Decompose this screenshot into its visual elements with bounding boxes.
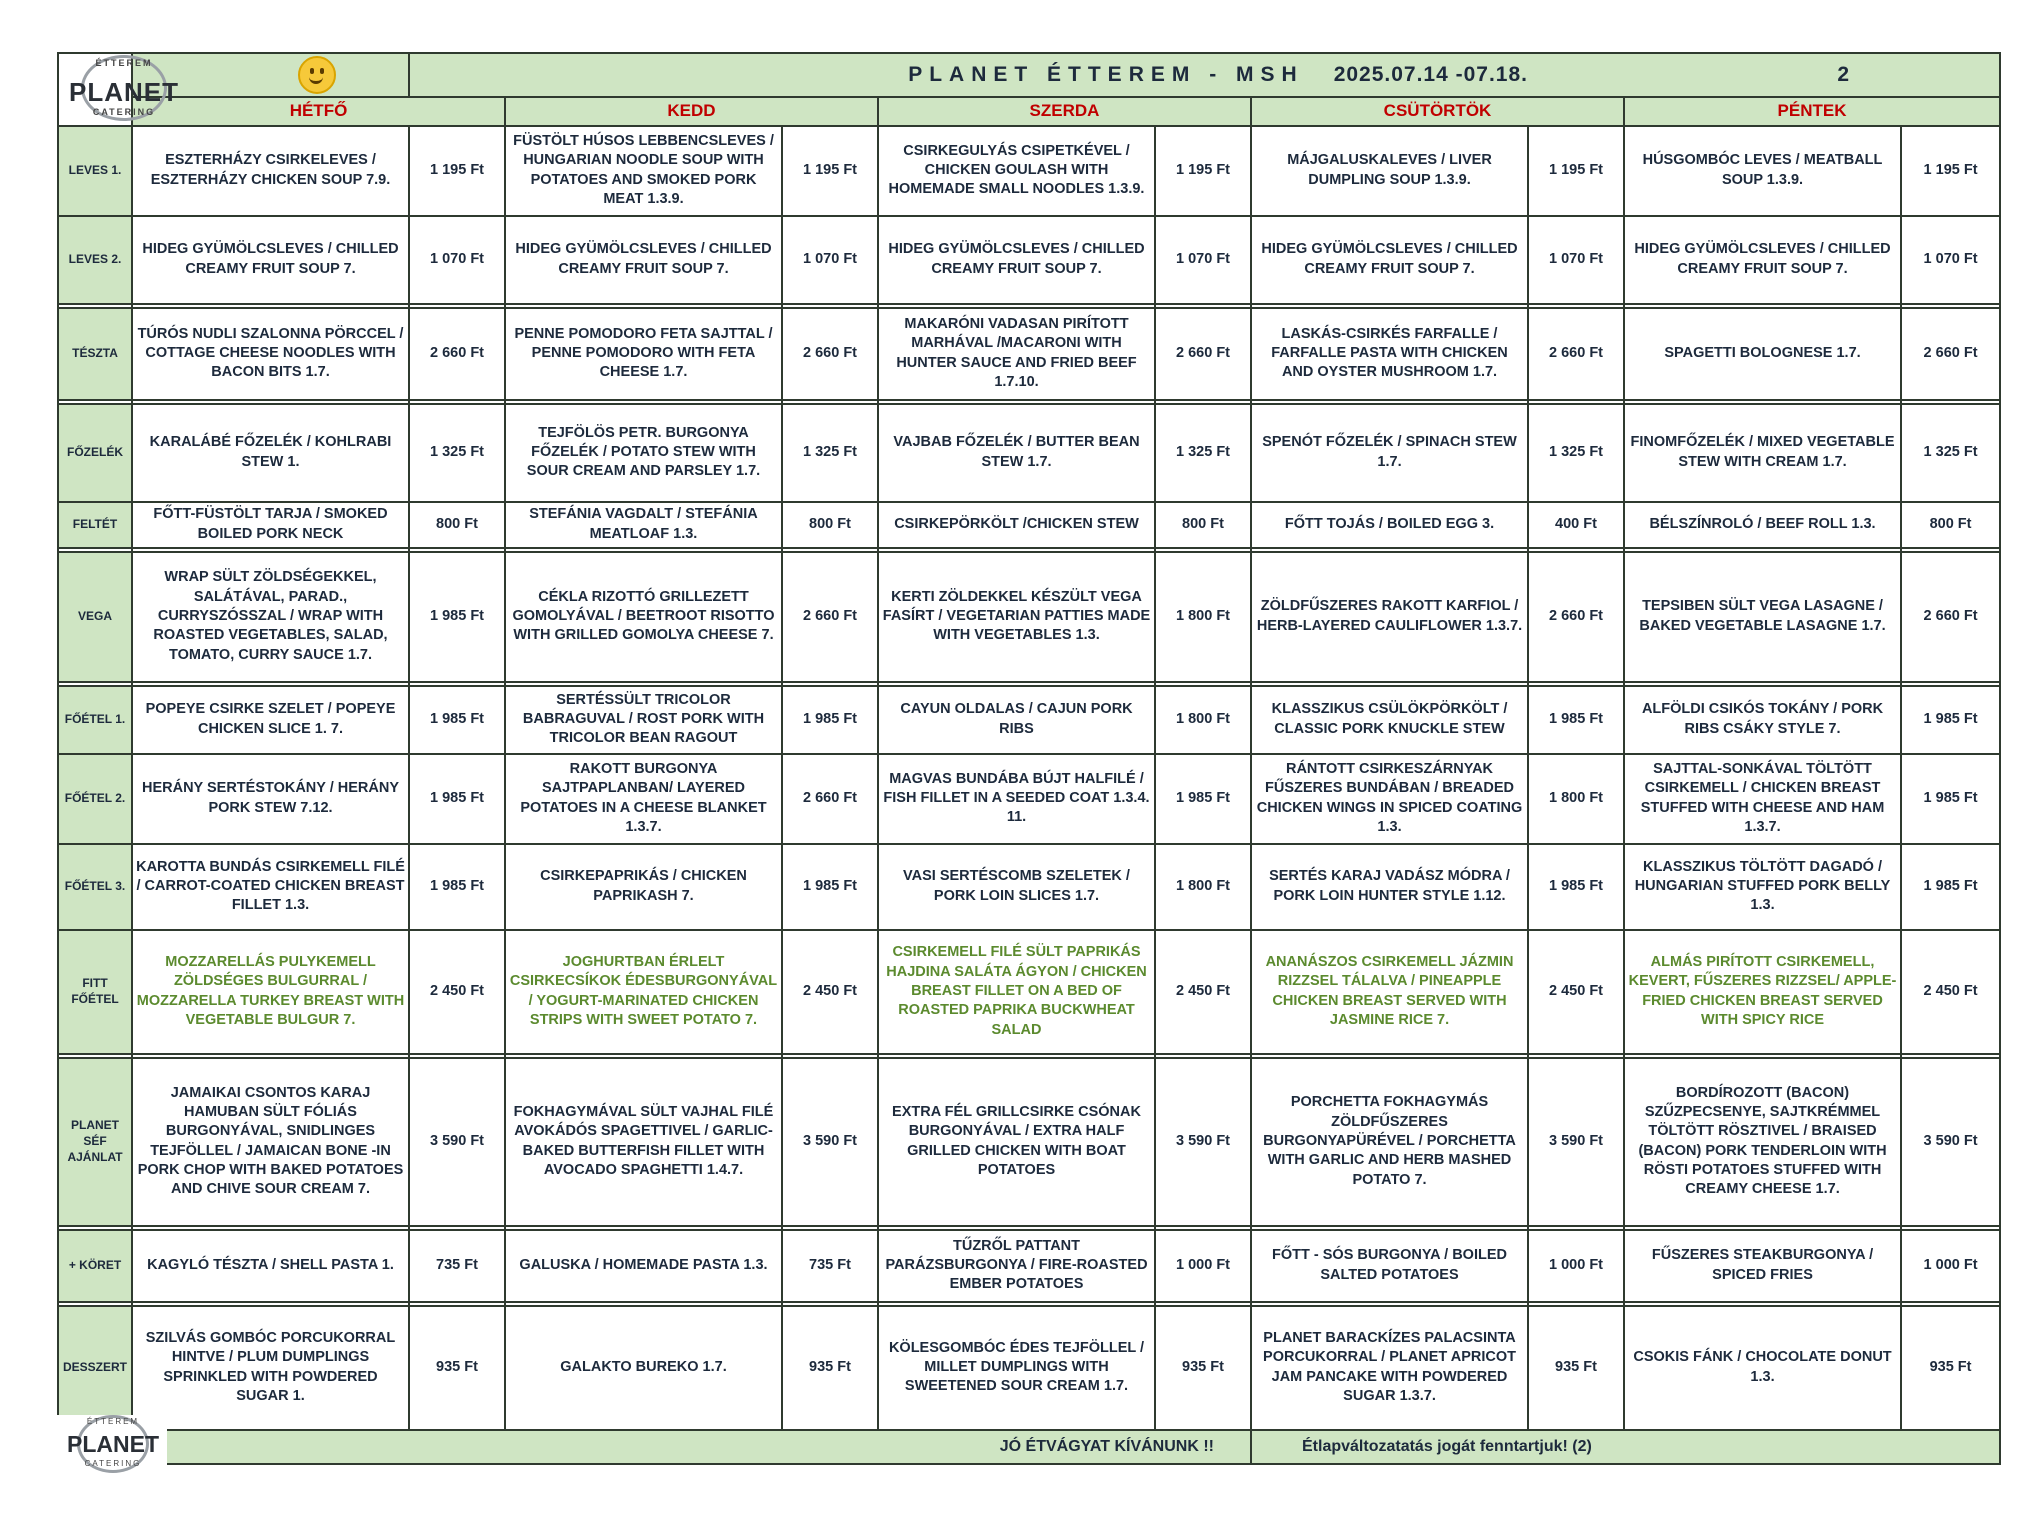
day-header-row — [58, 97, 2000, 126]
price-tuesday: 1 195 Ft — [782, 126, 878, 216]
dish-monday: FŐTT-FÜSTÖLT TARJA / SMOKED BOILED PORK NECK — [132, 502, 409, 548]
category-label: FŐÉTEL 1. — [58, 686, 132, 754]
dish-tuesday: CSIRKEPAPRIKÁS / CHICKEN PAPRIKASH 7. — [505, 844, 782, 930]
price-wednesday: 1 325 Ft — [1155, 404, 1251, 502]
price-monday: 2 450 Ft — [409, 930, 505, 1054]
day-header-monday: HÉTFŐ — [132, 97, 505, 126]
price-friday: 2 660 Ft — [1901, 308, 2000, 400]
dish-monday: KAGYLÓ TÉSZTA / SHELL PASTA 1. — [132, 1230, 409, 1302]
category-label: FELTÉT — [58, 502, 132, 548]
category-label: LEVES 1. — [58, 126, 132, 216]
dish-tuesday: HIDEG GYÜMÖLCSLEVES / CHILLED CREAMY FRUIT SOUP 7. — [505, 216, 782, 304]
price-wednesday: 800 Ft — [1155, 502, 1251, 548]
price-wednesday: 3 590 Ft — [1155, 1058, 1251, 1226]
price-friday: 1 985 Ft — [1901, 754, 2000, 844]
price-thursday: 1 070 Ft — [1528, 216, 1624, 304]
price-wednesday: 1 985 Ft — [1155, 754, 1251, 844]
price-friday: 1 985 Ft — [1901, 844, 2000, 930]
dish-thursday: SPENÓT FŐZELÉK / SPINACH STEW 1.7. — [1251, 404, 1528, 502]
menu-row — [58, 308, 2000, 400]
dish-wednesday: HIDEG GYÜMÖLCSLEVES / CHILLED CREAMY FRUIT SOUP 7. — [878, 216, 1155, 304]
category-label: FŐZELÉK — [58, 404, 132, 502]
dish-thursday: LASKÁS-CSIRKÉS FARFALLE / FARFALLE PASTA WITH CHICKEN AND OYSTER MUSHROOM 1.7. — [1251, 308, 1528, 400]
dish-monday: ESZTERHÁZY CSIRKELEVES / ESZTERHÁZY CHICKEN SOUP 7.9. — [132, 126, 409, 216]
dish-wednesday: KERTI ZÖLDEKKEL KÉSZÜLT VEGA FASÍRT / VEGETARIAN PATTIES MADE WITH VEGETABLES 1.3. — [878, 552, 1155, 682]
dish-thursday: ZÖLDFŰSZERES RAKOTT KARFIOL / HERB-LAYERED CAULIFLOWER 1.3.7. — [1251, 552, 1528, 682]
dish-tuesday: TEJFÖLÖS PETR. BURGONYA FŐZELÉK / POTATO STEW WITH SOUR CREAM AND PARSLEY 1.7. — [505, 404, 782, 502]
price-friday: 1 985 Ft — [1901, 686, 2000, 754]
dish-tuesday: GALUSKA / HOMEMADE PASTA 1.3. — [505, 1230, 782, 1302]
price-tuesday: 2 660 Ft — [782, 754, 878, 844]
price-wednesday: 1 195 Ft — [1155, 126, 1251, 216]
category-label: FŐÉTEL 2. — [58, 754, 132, 844]
day-header-friday: PÉNTEK — [1624, 97, 2000, 126]
price-monday: 1 985 Ft — [409, 552, 505, 682]
menu-row — [58, 126, 2000, 216]
price-thursday: 1 985 Ft — [1528, 686, 1624, 754]
dish-friday: TEPSIBEN SÜLT VEGA LASAGNE / BAKED VEGETABLE LASAGNE 1.7. — [1624, 552, 1901, 682]
price-thursday: 1 000 Ft — [1528, 1230, 1624, 1302]
dish-monday: KAROTTA BUNDÁS CSIRKEMELL FILÉ / CARROT-COATED CHICKEN BREAST FILLET 1.3. — [132, 844, 409, 930]
menu-row — [58, 686, 2000, 754]
price-tuesday: 2 660 Ft — [782, 552, 878, 682]
dish-tuesday: CÉKLA RIZOTTÓ GRILLEZETT GOMOLYÁVAL / BEETROOT RISOTTO WITH GRILLED GOMOLYA CHEESE 7. — [505, 552, 782, 682]
price-thursday: 935 Ft — [1528, 1306, 1624, 1430]
price-monday: 1 985 Ft — [409, 844, 505, 930]
dish-tuesday: STEFÁNIA VAGDALT / STEFÁNIA MEATLOAF 1.3. — [505, 502, 782, 548]
price-thursday: 2 660 Ft — [1528, 552, 1624, 682]
dish-tuesday: SERTÉSSÜLT TRICOLOR BABRAGUVAL / ROST PORK WITH TRICOLOR BEAN RAGOUT — [505, 686, 782, 754]
price-tuesday: 800 Ft — [782, 502, 878, 548]
category-label: + KÖRET — [58, 1230, 132, 1302]
dish-wednesday: EXTRA FÉL GRILLCSIRKE CSÓNAK BURGONYÁVAL / EXTRA HALF GRILLED CHICKEN WITH BOAT POTATOES — [878, 1058, 1155, 1226]
date-range: 2025.07.14 -07.18. — [1333, 63, 1529, 87]
menu-row — [58, 1306, 2000, 1430]
price-tuesday: 3 590 Ft — [782, 1058, 878, 1226]
category-label: LEVES 2. — [58, 216, 132, 304]
dish-friday: BÉLSZÍNROLÓ / BEEF ROLL 1.3. — [1624, 502, 1901, 548]
menu-row — [58, 404, 2000, 502]
category-label: TÉSZTA — [58, 308, 132, 400]
price-monday: 1 195 Ft — [409, 126, 505, 216]
menu-row — [58, 552, 2000, 682]
footer-note: Étlapváltozatatás jogát fenntartjuk! (2) — [1251, 1430, 2000, 1464]
category-label: DESSZERT — [58, 1306, 132, 1430]
dish-wednesday: KÖLESGOMBÓC ÉDES TEJFÖLLEL / MILLET DUMPLINGS WITH SWEETENED SOUR CREAM 1.7. — [878, 1306, 1155, 1430]
price-tuesday: 1 325 Ft — [782, 404, 878, 502]
dish-friday: SPAGETTI BOLOGNESE 1.7. — [1624, 308, 1901, 400]
dish-monday: TÚRÓS NUDLI SZALONNA PÖRCCEL / COTTAGE CHEESE NOODLES WITH BACON BITS 1.7. — [132, 308, 409, 400]
dish-monday: POPEYE CSIRKE SZELET / POPEYE CHICKEN SLICE 1. 7. — [132, 686, 409, 754]
price-tuesday: 735 Ft — [782, 1230, 878, 1302]
dish-wednesday: VASI SERTÉSCOMB SZELETEK / PORK LOIN SLICES 1.7. — [878, 844, 1155, 930]
price-tuesday: 1 985 Ft — [782, 686, 878, 754]
day-header-wednesday: SZERDA — [878, 97, 1251, 126]
price-monday: 1 985 Ft — [409, 686, 505, 754]
dish-monday: SZILVÁS GOMBÓC PORCUKORRAL HINTVE / PLUM DUMPLINGS SPRINKLED WITH POWDERED SUGAR 1. — [132, 1306, 409, 1430]
price-monday: 3 590 Ft — [409, 1058, 505, 1226]
title-row — [58, 53, 2000, 97]
price-thursday: 1 800 Ft — [1528, 754, 1624, 844]
menu-row — [58, 754, 2000, 844]
price-thursday: 1 325 Ft — [1528, 404, 1624, 502]
dish-monday: JAMAIKAI CSONTOS KARAJ HAMUBAN SÜLT FÓLIÁS BURGONYÁVAL, SNIDLINGES TEJFÖLLEL / JAMAICAN BONE -IN PORK CHOP WITH BAKED POTATOES AND CHIVE SOUR CREAM 7. — [132, 1058, 409, 1226]
dish-monday: HERÁNY SERTÉSTOKÁNY / HERÁNY PORK STEW 7.12. — [132, 754, 409, 844]
dish-wednesday: CSIRKEMELL FILÉ SÜLT PAPRIKÁS HAJDINA SALÁTA ÁGYON / CHICKEN BREAST FILLET ON A BED OF ROASTED PAPRIKA BUCKWHEAT SALAD — [878, 930, 1155, 1054]
dish-friday: FŰSZERES STEAKBURGONYA / SPICED FRIES — [1624, 1230, 1901, 1302]
price-friday: 1 195 Ft — [1901, 126, 2000, 216]
category-label: VEGA — [58, 552, 132, 682]
dish-wednesday: CAYUN OLDALAS / CAJUN PORK RIBS — [878, 686, 1155, 754]
dish-thursday: RÁNTOTT CSIRKESZÁRNYAK FŰSZERES BUNDÁBAN / BREADED CHICKEN WINGS IN SPICED COATING 1.3. — [1251, 754, 1528, 844]
dish-tuesday: GALAKTO BUREKO 1.7. — [505, 1306, 782, 1430]
price-friday: 3 590 Ft — [1901, 1058, 2000, 1226]
category-label: PLANET SÉF AJÁNLAT — [58, 1058, 132, 1226]
price-thursday: 2 450 Ft — [1528, 930, 1624, 1054]
planet-logo-bottom: ÉTTEREM PLANET CATERING — [57, 1415, 167, 1475]
menu-row — [58, 930, 2000, 1054]
footer-row — [58, 1430, 2000, 1464]
price-monday: 2 660 Ft — [409, 308, 505, 400]
dish-thursday: ANANÁSZOS CSIRKEMELL JÁZMIN RIZZSEL TÁLALVA / PINEAPPLE CHICKEN BREAST SERVED WITH JASMINE RICE 7. — [1251, 930, 1528, 1054]
price-monday: 735 Ft — [409, 1230, 505, 1302]
day-header-thursday: CSÜTÖRTÖK — [1251, 97, 1624, 126]
page-number: 2 — [1528, 53, 2000, 97]
dish-tuesday: PENNE POMODORO FETA SAJTTAL / PENNE POMODORO WITH FETA CHEESE 1.7. — [505, 308, 782, 400]
price-friday: 800 Ft — [1901, 502, 2000, 548]
category-label: FITT FŐÉTEL — [58, 930, 132, 1054]
price-thursday: 2 660 Ft — [1528, 308, 1624, 400]
price-monday: 935 Ft — [409, 1306, 505, 1430]
dish-thursday: SERTÉS KARAJ VADÁSZ MÓDRA / PORK LOIN HUNTER STYLE 1.12. — [1251, 844, 1528, 930]
dish-thursday: FŐTT TOJÁS / BOILED EGG 3. — [1251, 502, 1528, 548]
price-monday: 1 070 Ft — [409, 216, 505, 304]
dish-wednesday: CSIRKEPÖRKÖLT /CHICKEN STEW — [878, 502, 1155, 548]
weekly-menu-table — [57, 52, 2001, 1465]
price-monday: 1 325 Ft — [409, 404, 505, 502]
dish-wednesday: MAKARÓNI VADASAN PIRÍTOTT MARHÁVAL /MACARONI WITH HUNTER SAUCE AND FRIED BEEF 1.7.10. — [878, 308, 1155, 400]
dish-thursday: PLANET BARACKÍZES PALACSINTA PORCUKORRAL / PLANET APRICOT JAM PANCAKE WITH POWDERED SUGAR 1.3.7. — [1251, 1306, 1528, 1430]
price-tuesday: 1 070 Ft — [782, 216, 878, 304]
planet-logo: ÉTTEREM PLANET CATERING — [58, 53, 132, 126]
dish-friday: ALMÁS PIRÍTOTT CSIRKEMELL, KEVERT, FŰSZERES RIZZSEL/ APPLE-FRIED CHICKEN BREAST SERVED WITH SPICY RICE — [1624, 930, 1901, 1054]
dish-tuesday: FÜSTÖLT HÚSOS LEBBENCSLEVES / HUNGARIAN NOODLE SOUP WITH POTATOES AND SMOKED PORK MEAT 1.3.9. — [505, 126, 782, 216]
price-wednesday: 1 800 Ft — [1155, 552, 1251, 682]
price-monday: 1 985 Ft — [409, 754, 505, 844]
dish-friday: HIDEG GYÜMÖLCSLEVES / CHILLED CREAMY FRUIT SOUP 7. — [1624, 216, 1901, 304]
dish-friday: FINOMFŐZELÉK / MIXED VEGETABLE STEW WITH CREAM 1.7. — [1624, 404, 1901, 502]
price-thursday: 400 Ft — [1528, 502, 1624, 548]
price-friday: 2 660 Ft — [1901, 552, 2000, 682]
price-friday: 2 450 Ft — [1901, 930, 2000, 1054]
price-wednesday: 1 070 Ft — [1155, 216, 1251, 304]
dish-wednesday: CSIRKEGULYÁS CSIPETKÉVEL / CHICKEN GOULASH WITH HOMEMADE SMALL NOODLES 1.3.9. — [878, 126, 1155, 216]
dish-friday: SAJTTAL-SONKÁVAL TÖLTÖTT CSIRKEMELL / CHICKEN BREAST STUFFED WITH CHEESE AND HAM 1.3.7. — [1624, 754, 1901, 844]
dish-monday: MOZZARELLÁS PULYKEMELL ZÖLDSÉGES BULGURRAL / MOZZARELLA TURKEY BREAST WITH VEGETABLE BULGUR 7. — [132, 930, 409, 1054]
price-tuesday: 2 660 Ft — [782, 308, 878, 400]
dish-monday: HIDEG GYÜMÖLCSLEVES / CHILLED CREAMY FRUIT SOUP 7. — [132, 216, 409, 304]
price-wednesday: 2 660 Ft — [1155, 308, 1251, 400]
dish-wednesday: VAJBAB FŐZELÉK / BUTTER BEAN STEW 1.7. — [878, 404, 1155, 502]
footer-greeting: JÓ ÉTVÁGYAT KÍVÁNUNK !! — [132, 1430, 1251, 1464]
price-wednesday: 935 Ft — [1155, 1306, 1251, 1430]
price-wednesday: 1 000 Ft — [1155, 1230, 1251, 1302]
dish-friday: HÚSGOMBÓC LEVES / MEATBALL SOUP 1.3.9. — [1624, 126, 1901, 216]
price-tuesday: 935 Ft — [782, 1306, 878, 1430]
smiley-face-icon — [298, 56, 336, 94]
dish-wednesday: MAGVAS BUNDÁBA BÚJT HALFILÉ / FISH FILLET IN A SEEDED COAT 1.3.4. 11. — [878, 754, 1155, 844]
price-wednesday: 1 800 Ft — [1155, 686, 1251, 754]
dish-tuesday: RAKOTT BURGONYA SAJTPAPLANBAN/ LAYERED POTATOES IN A CHEESE BLANKET 1.3.7. — [505, 754, 782, 844]
category-label: FŐÉTEL 3. — [58, 844, 132, 930]
dish-thursday: FŐTT - SÓS BURGONYA / BOILED SALTED POTATOES — [1251, 1230, 1528, 1302]
price-friday: 1 000 Ft — [1901, 1230, 2000, 1302]
dish-friday: BORDÍROZOTT (BACON) SZŰZPECSENYE, SAJTKRÉMMEL TÖLTÖTT RÖSZTIVEL / BRAISED (BACON) PORK TENDERLOIN WITH RÖSTI POTATOES STUFFED WITH CREAMY CHEESE 1.7. — [1624, 1058, 1901, 1226]
dish-thursday: PORCHETTA FOKHAGYMÁS ZÖLDFŰSZERES BURGONYAPÜRÉVEL / PORCHETTA WITH GARLIC AND HERB MASHED POTATO 7. — [1251, 1058, 1528, 1226]
menu-row — [58, 1058, 2000, 1226]
price-thursday: 1 985 Ft — [1528, 844, 1624, 930]
price-tuesday: 2 450 Ft — [782, 930, 878, 1054]
day-header-tuesday: KEDD — [505, 97, 878, 126]
dish-thursday: KLASSZIKUS CSÜLÖKPÖRKÖLT / CLASSIC PORK KNUCKLE STEW — [1251, 686, 1528, 754]
dish-wednesday: TŰZRŐL PATTANT PARÁZSBURGONYA / FIRE-ROASTED EMBER POTATOES — [878, 1230, 1155, 1302]
dish-thursday: MÁJGALUSKALEVES / LIVER DUMPLING SOUP 1.3.9. — [1251, 126, 1528, 216]
dish-friday: CSOKIS FÁNK / CHOCOLATE DONUT 1.3. — [1624, 1306, 1901, 1430]
price-tuesday: 1 985 Ft — [782, 844, 878, 930]
price-monday: 800 Ft — [409, 502, 505, 548]
price-thursday: 1 195 Ft — [1528, 126, 1624, 216]
menu-row — [58, 216, 2000, 304]
dish-monday: KARALÁBÉ FŐZELÉK / KOHLRABI STEW 1. — [132, 404, 409, 502]
dish-friday: ALFÖLDI CSIKÓS TOKÁNY / PORK RIBS CSÁKY STYLE 7. — [1624, 686, 1901, 754]
page-title: PLANET ÉTTEREM - MSH 2025.07.14 -07.18. — [409, 53, 1528, 97]
dish-friday: KLASSZIKUS TÖLTÖTT DAGADÓ / HUNGARIAN STUFFED PORK BELLY 1.3. — [1624, 844, 1901, 930]
dish-monday: WRAP SÜLT ZÖLDSÉGEKKEL, SALÁTÁVAL, PARAD., CURRYSZÓSSZAL / WRAP WITH ROASTED VEGETABLES, SALAD, TOMATO, CURRY SAUCE 1.7. — [132, 552, 409, 682]
menu-row — [58, 1230, 2000, 1302]
price-friday: 935 Ft — [1901, 1306, 2000, 1430]
dish-thursday: HIDEG GYÜMÖLCSLEVES / CHILLED CREAMY FRUIT SOUP 7. — [1251, 216, 1528, 304]
price-wednesday: 1 800 Ft — [1155, 844, 1251, 930]
price-thursday: 3 590 Ft — [1528, 1058, 1624, 1226]
dish-tuesday: FOKHAGYMÁVAL SÜLT VAJHAL FILÉ AVOKÁDÓS SPAGETTIVEL / GARLIC-BAKED BUTTERFISH FILLET WITH AVOCADO SPAGHETTI 1.4.7. — [505, 1058, 782, 1226]
price-friday: 1 070 Ft — [1901, 216, 2000, 304]
menu-sheet — [57, 52, 1999, 1468]
menu-row — [58, 502, 2000, 548]
menu-row — [58, 844, 2000, 930]
dish-tuesday: JOGHURTBAN ÉRLELT CSIRKECSÍKOK ÉDESBURGONYÁVAL / YOGURT-MARINATED CHICKEN STRIPS WITH SWEET POTATO 7. — [505, 930, 782, 1054]
price-wednesday: 2 450 Ft — [1155, 930, 1251, 1054]
price-friday: 1 325 Ft — [1901, 404, 2000, 502]
